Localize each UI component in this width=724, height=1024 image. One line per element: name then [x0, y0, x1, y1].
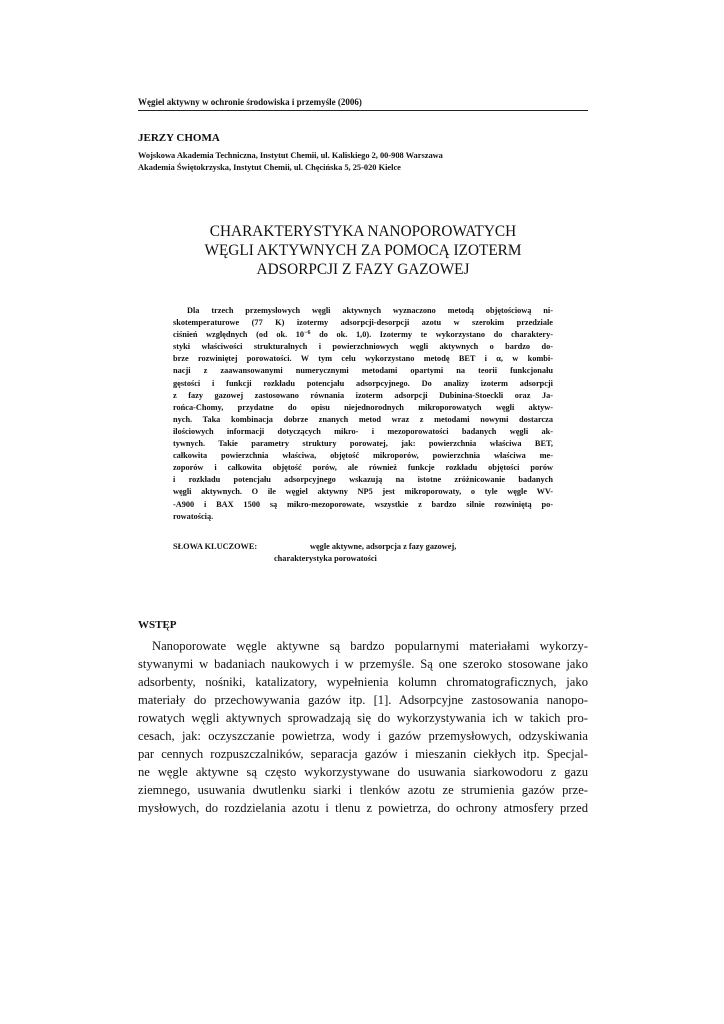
abstract-line: węgli aktywnych. O ile węgiel aktywny NP5 jest mikroporowaty, o tyle węgle WV-	[173, 487, 553, 497]
body-line: materiały do przechowywania gazów itp. [1]. Adsorpcyjne zastosowania nanopo-	[138, 693, 588, 707]
header-rule	[138, 110, 588, 111]
abstract-line: zoporów i całkowita objętość porów, ale również funkcje rozkładu objętości porów	[173, 463, 553, 473]
title-line: CHARAKTERYSTYKA NANOPOROWATYCH	[209, 223, 517, 240]
body-line: ziemnego, usuwania dwutlenku siarki i tlenków azotu ze strumienia gazów prze-	[138, 783, 588, 797]
affiliation-1: Wojskowa Akademia Techniczna, Instytut Chemii, ul. Kaliskiego 2, 00-908 Warszawa	[138, 151, 443, 160]
abstract-line	[173, 329, 553, 341]
paper-title	[138, 222, 588, 279]
body-line: adsorbenty, nośniki, katalizatory, wypełnienia kolumn chromatograficznych, jako	[138, 675, 588, 689]
section-heading: WSTĘP	[138, 619, 177, 631]
running-header: Węgiel aktywny w ochronie środowiska i przemyśle (2006)	[138, 97, 362, 107]
abstract	[173, 305, 553, 523]
abstract-line: styki właściwości strukturalnych i powierzchniowych węgli aktywnych o bardzo do-	[173, 342, 553, 352]
abstract-line: nacji z zaawansowanymi numerycznymi metodami opartymi na teorii funkcjonału	[173, 366, 553, 376]
abstract-text: do ok. 1,0). Izotermy te wykorzystano do charaktery-	[310, 330, 554, 340]
keywords	[173, 541, 553, 565]
abstract-text: ciśnień względnych (od ok. 10	[173, 330, 305, 340]
title-line: ADSORPCJI Z FAZY GAZOWEJ	[256, 261, 470, 278]
body-line: stywanymi w badaniach naukowych i w przemyśle. Są one szeroko stosowane jako	[138, 657, 588, 671]
abstract-line: i rozkładu potencjału adsorpcyjnego wskazują na istotne zróżnicowanie badanych	[173, 475, 553, 485]
body-paragraph	[138, 637, 588, 817]
exponent: −6	[304, 330, 311, 337]
keywords-value: węgle aktywne, adsorpcja z fazy gazowej,	[310, 542, 457, 551]
abstract-line: nych. Taka kombinacja dobrze znanych metod wraz z metodami nowymi dostarcza	[173, 414, 553, 424]
body-line: cesach, jak: oczyszczanie powietrza, wody i gazów przemysłowych, odzyskiwania	[138, 729, 588, 743]
body-line: ne węgle aktywne są często wykorzystywane do usuwania siarkowodoru z gazu	[138, 765, 588, 779]
abstract-line: tywnych. Takie parametry struktury porowatej, jak: powierzchnia właściwa BET,	[173, 439, 553, 449]
author-name: JERZY CHOMA	[138, 132, 220, 144]
body-line: rowatych węgli aktywnych sprowadzają się do wykorzystywania ich w takich pro-	[138, 711, 588, 725]
keywords-value: charakterystyka porowatości	[274, 554, 377, 563]
keywords-row	[173, 553, 553, 565]
title-line: WĘGLI AKTYWNYCH ZA POMOCĄ IZOTERM	[204, 242, 522, 259]
abstract-line: rońca-Chomy, przydatne do opisu niejednorodnych mikroporowatych węgli aktyw-	[173, 402, 553, 412]
abstract-line: Dla trzech przemysłowych węgli aktywnych wyznaczono metodą objętościową ni-	[187, 306, 553, 315]
affiliation-2: Akademia Świętokrzyska, Instytut Chemii, ul. Chęcińska 5, 25-020 Kielce	[138, 163, 401, 172]
body-line: Nanoporowate węgle aktywne są bardzo popularnymi materiałami wykorzy-	[152, 639, 588, 653]
abstract-line: rowatością.	[173, 511, 214, 521]
abstract-line: ilościowych informacji dotyczących mikro- i mezoporowatości badanych węgli ak-	[173, 426, 553, 436]
abstract-line: gęstości i funkcji rozkładu potencjału adsorpcyjnego. Do analizy izoterm adsorpcji	[173, 378, 553, 388]
abstract-line: całkowita powierzchnia właściwa, objętość mikroporów, powierzchnia właściwa me-	[173, 451, 553, 461]
abstract-line: skotemperaturowe (77 K) izotermy adsorpcji-desorpcji azotu w szerokim przedziale	[173, 318, 553, 328]
abstract-line: -A900 i BAX 1500 są mikro-mezoporowate, wszystkie z bardzo silnie rozwiniętą po-	[173, 499, 553, 509]
abstract-line: brze rozwiniętej porowatości. W tym celu wykorzystano metodę BET i α, w kombi-	[173, 354, 553, 364]
body-line: mysłowych, do rozdzielania azotu i tlenu z powietrza, do ochrony atmosfery przed	[138, 801, 588, 815]
keywords-row	[173, 541, 553, 553]
keywords-label: SŁOWA KLUCZOWE:	[173, 542, 258, 551]
abstract-line: z fazy gazowej zastosowano równania izoterm adsorpcji Dubinina-Stoeckli oraz Ja-	[173, 390, 553, 400]
body-line: par cennych rozpuszczalników, separacja gazów i mieszanin ciekłych itp. Specjal-	[138, 747, 588, 761]
